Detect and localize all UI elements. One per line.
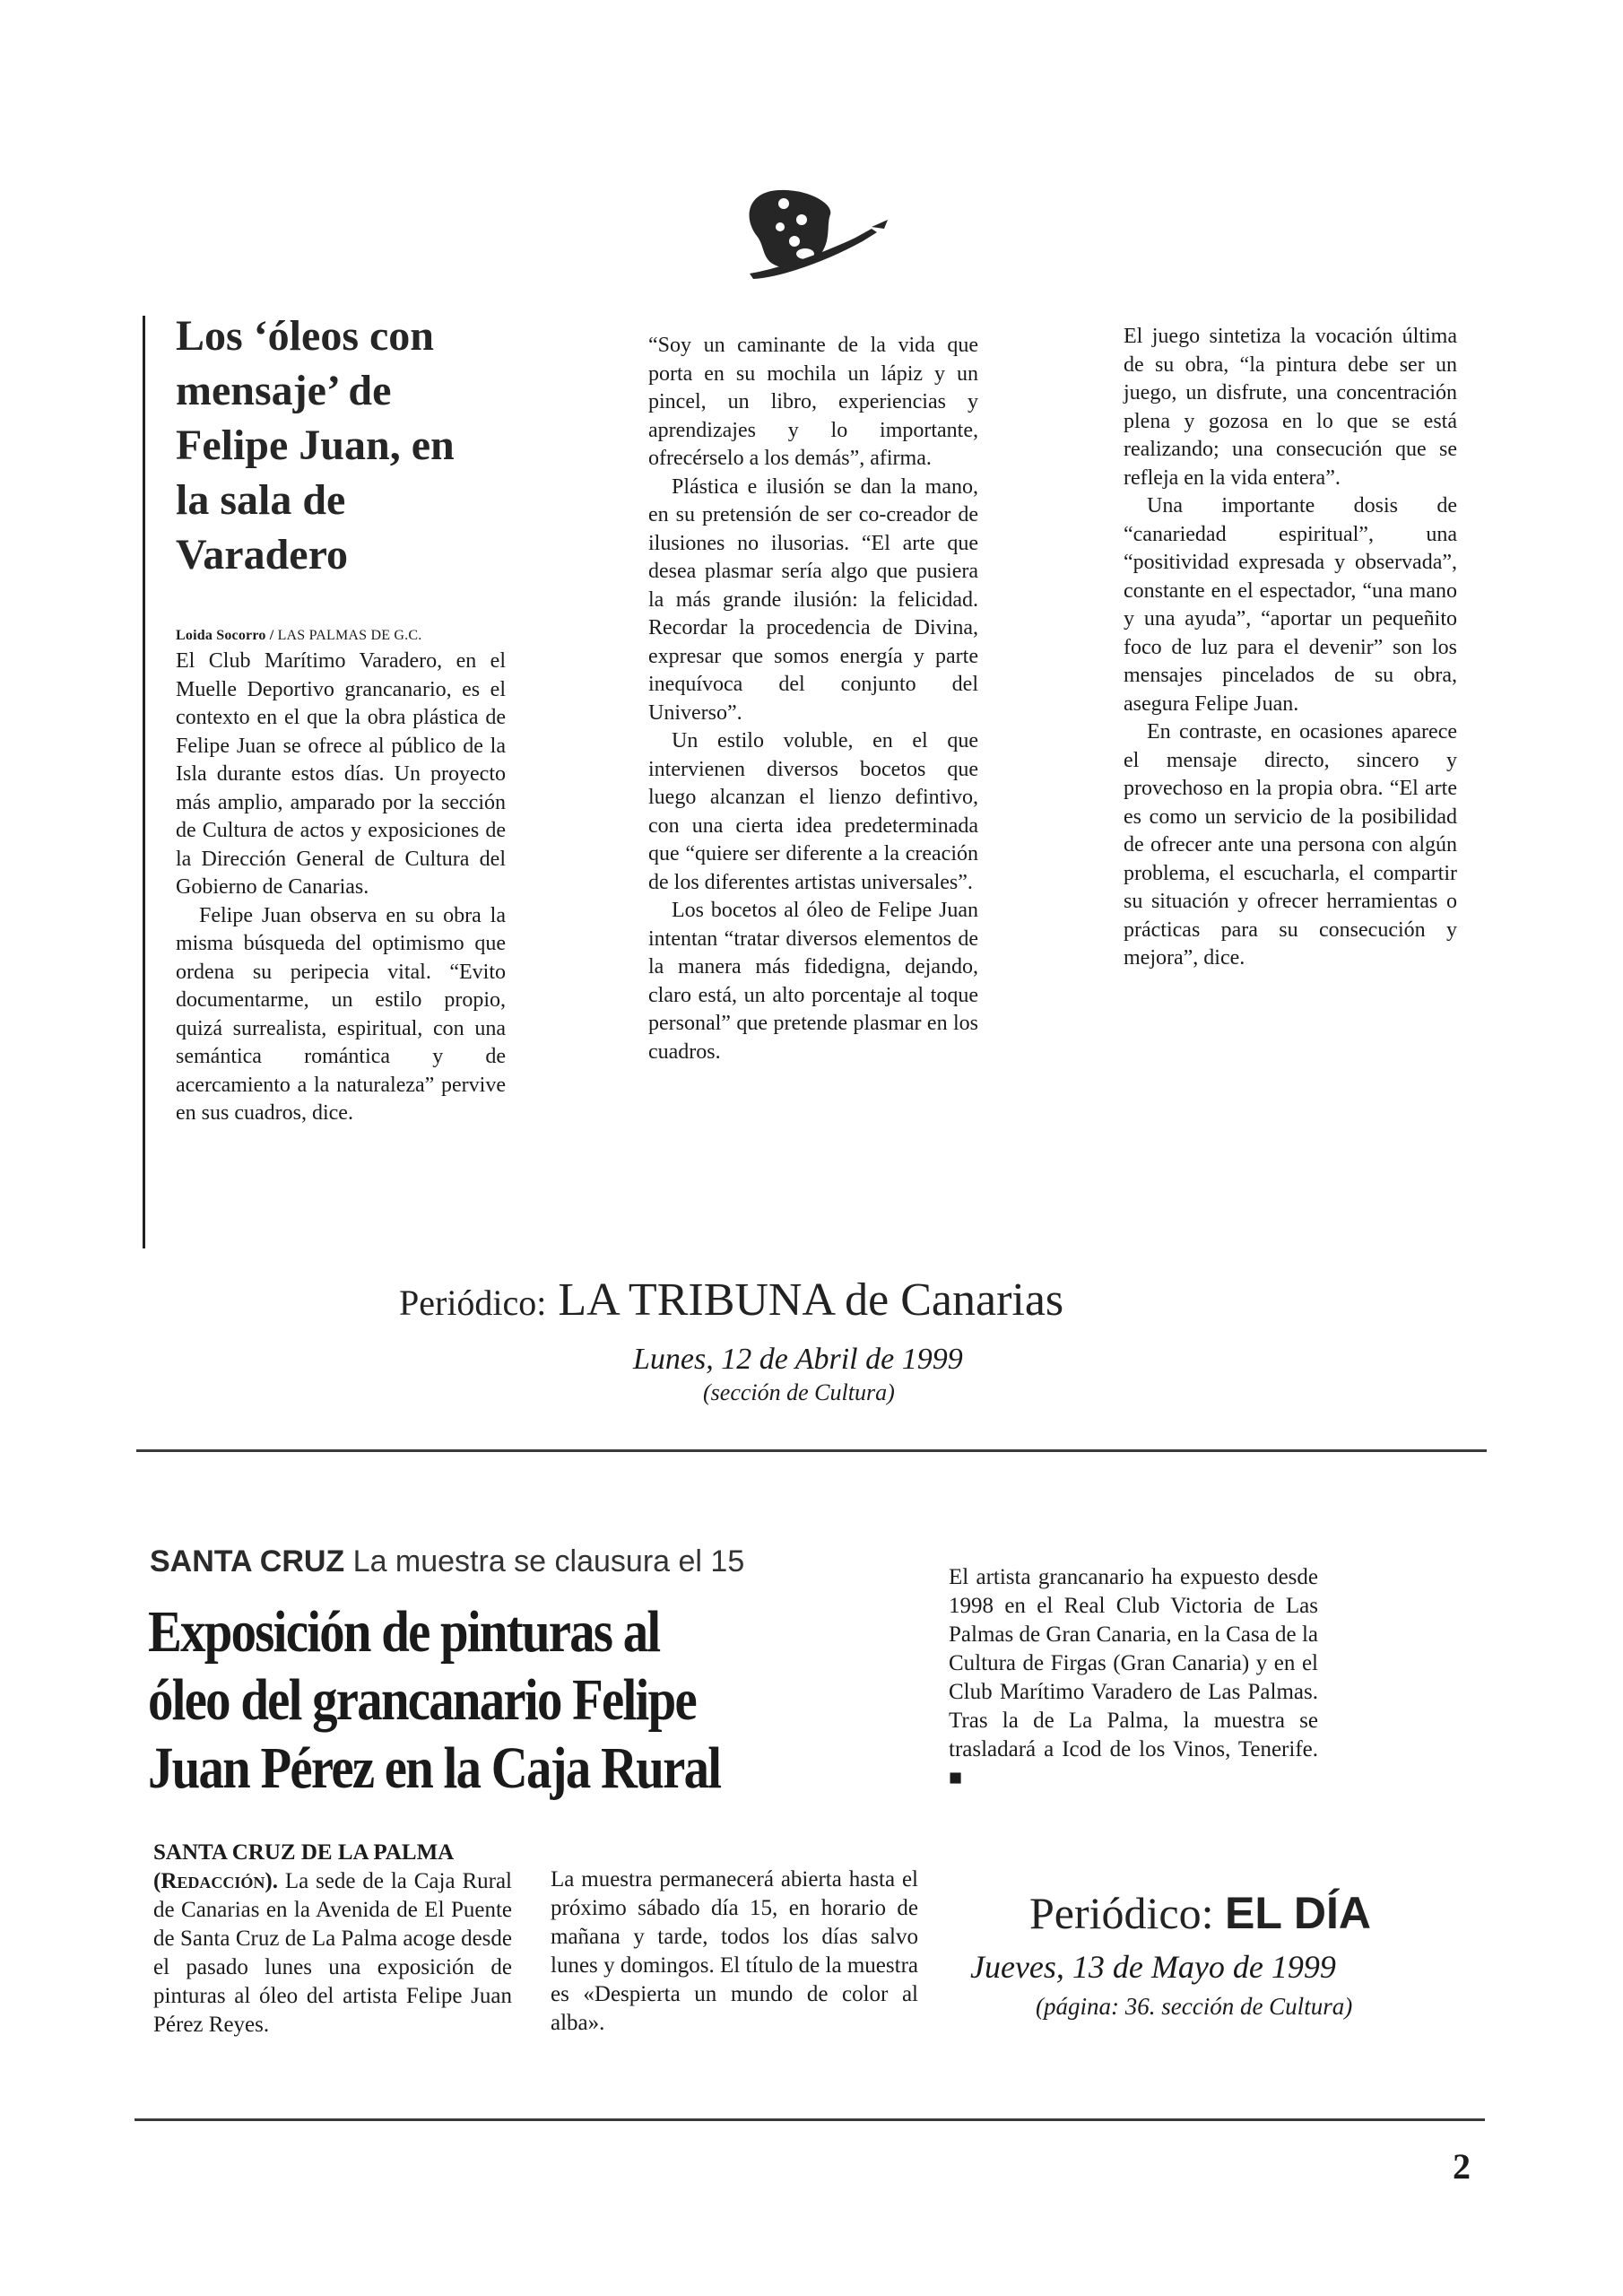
newspaper-name: EL DÍA (1225, 1888, 1372, 1938)
paragraph (153, 1839, 512, 2039)
kicker-text: La muestra se clausura el 15 (352, 1544, 745, 1578)
byline-author: Loida Socorro / (176, 628, 274, 643)
article-1-title (176, 309, 516, 582)
source-1-newspaper (399, 1274, 1063, 1326)
source-1-section: (sección de Cultura) (703, 1379, 895, 1405)
kicker-place: SANTA CRUZ (150, 1544, 345, 1578)
source-2-newspaper (1029, 1887, 1371, 1939)
dateline-agency: (Redacción). (153, 1869, 278, 1893)
title-line: Exposición de pinturas al (148, 1599, 660, 1665)
title-line: Juan Pérez en la Caja Rural (148, 1735, 721, 1801)
article-2-column-3 (949, 1563, 1318, 1793)
paragraph: En contraste, en ocasiones aparece el mensaje directo, sincero y provechoso en la propia obra. “El arte es como un servicio de la posibilidad de ofrecer ante una persona con algún problema, el escucharla, el compartir su situación y ofrecer herramientas o prácticas para su consecución y mejora”, dice. (1124, 720, 1457, 970)
page-number: 2 (1453, 2146, 1471, 2187)
article-1-byline (176, 628, 421, 644)
title-line: mensaje’ de (176, 367, 392, 414)
title-line: Felipe Juan, en (176, 422, 455, 469)
article-1-column-2 (648, 332, 978, 1066)
article-1-column-1 (176, 648, 506, 1128)
article-1-column-3 (1124, 323, 1457, 973)
paragraph: Plástica e ilusión se dan la mano, en su pretensión de ser co-creador de ilusiones no ilusorias. “El arte que desea plasmar sería algo que pusiera la más grande ilusión: la felicidad. Recordar la procedencia de Divina, expresar que somos energía y parte inequívoca del conjunto del Universo”. (648, 474, 978, 725)
article-2-column-1 (153, 1839, 512, 2039)
bottom-rule (135, 2118, 1485, 2121)
newspaper-name: LA TRIBUNA de Canarias (558, 1274, 1064, 1326)
paragraph: Los bocetos al óleo de Felipe Juan intentan “tratar diversos elementos de la manera más fidedigna, dejando, claro está, un alto porcentaje al toque personal” que pretende plasmar en los cuadros. (648, 899, 978, 1064)
source-1-date: Lunes, 12 de Abril de 1999 (633, 1343, 963, 1376)
title-line: Los ‘óleos con (176, 312, 434, 360)
divider-rule (136, 1449, 1487, 1452)
end-mark: ■ (949, 1766, 963, 1790)
dateline-place: SANTA CRUZ DE LA PALMA (153, 1840, 455, 1865)
paragraph: Felipe Juan observa en su obra la misma búsqueda del optimismo que ordena su peripecia vital. “Evito documentarme, un estilo propio, quizá surrealista, espiritual, con una semántica romántica y de acercamiento a la naturaleza” pervive en sus cuadros, dice. (176, 903, 506, 1125)
source-2-section: (página: 36. sección de Cultura) (1036, 1993, 1353, 2020)
article-1-left-rule (143, 316, 145, 1248)
paragraph-text: La sede de la Caja Rural de Canarias en la Avenida de El Puente de Santa Cruz de La Palma acoge desde el pasado lunes una exposición de pinturas al óleo del artista Felipe Juan Pérez Reyes. (153, 1869, 512, 2037)
article-2-title (148, 1598, 720, 1803)
paragraph: Una importante dosis de “canariedad espiritual”, una “positividad expresada y observada”, constante en el espectador, “una mano y una ayuda”, “aportar un pequeñito foco de luz para el devenir” son los mensajes pincelados de su obra, asegura Felipe Juan. (1124, 494, 1457, 716)
source-2-date: Jueves, 13 de Mayo de 1999 (970, 1949, 1336, 1985)
source-label: Periódico: (399, 1283, 547, 1323)
source-label: Periódico: (1029, 1888, 1214, 1938)
paragraph-text: El artista grancanario ha expuesto desde 1998 en el Real Club Victoria de Las Palmas de Gran Canaria, en la Casa de la Cultura de Firgas (Gran Canaria) y en el Club Marítimo Varadero de Las Palmas. Tras la de La Palma, la muestra se trasladará a Icod de los Vinos, Tenerife. (949, 1565, 1318, 1761)
paragraph: “Soy un caminante de la vida que porta en su mochila un lápiz y un pincel, un libro, experiencias y aprendizajes y lo importante, ofrecérselo a los demás”, afirma. (648, 334, 978, 470)
palette-brush-icon (737, 184, 890, 291)
paragraph: El juego sintetiza la vocación última de su obra, “la pintura debe ser un juego, un disfrute, una concentración plena y gozosa en lo que se está realizando; una consecución que se refleja en la vida entera”. (1124, 325, 1457, 490)
byline-location: LAS PALMAS DE G.C. (277, 628, 422, 643)
article-2-column-2 (551, 1866, 918, 2038)
title-line: la sala de (176, 476, 346, 524)
article-2-kicker (150, 1544, 744, 1579)
title-line: óleo del grancanario Felipe (148, 1667, 696, 1733)
paragraph: El Club Marítimo Varadero, en el Muelle Deportivo grancanario, es el contexto en el que la obra plástica de Felipe Juan se ofrece al público de la Isla durante estos días. Un proyecto más amplio, amparado por la sección de Cultura de actos y exposiciones de la Dirección General de Cultura del Gobierno de Canarias. (176, 649, 506, 899)
paragraph: Un estilo voluble, en el que intervienen diversos bocetos que luego alcanzan el lienzo defintivo, con una cierta idea predeterminada que “quiere ser diferente a la creación de los diferentes artistas universales”. (648, 729, 978, 894)
title-line: Varadero (176, 531, 348, 578)
paragraph: La muestra permanecerá abierta hasta el próximo sábado día 15, en horario de mañana y tarde, todos los días salvo lunes y domingos. El título de la muestra es «Despierta un mundo de color al alba». (551, 1867, 918, 2035)
paragraph (949, 1563, 1318, 1793)
